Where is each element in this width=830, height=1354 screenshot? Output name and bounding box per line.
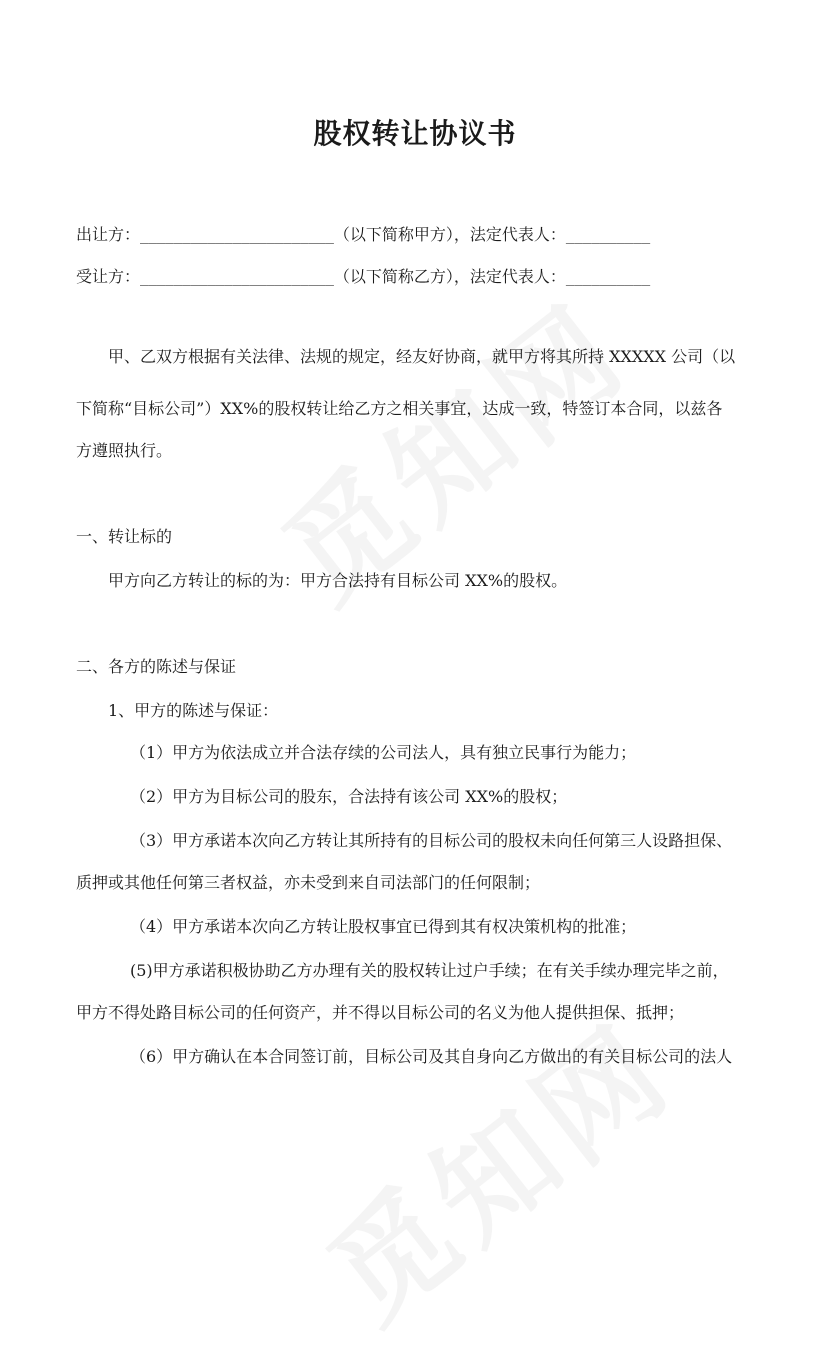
transferee-suffix: （以下简称乙方），法定代表人： [333,267,566,286]
clause-item: （6）甲方确认在本合同签订前，目标公司及其自身向乙方做出的有关目标公司的法人 [130,1047,733,1066]
clause-item: （1）甲方为依法成立并合法存续的公司法人，具有独立民事行为能力； [130,743,637,762]
section-heading: 二、各方的陈述与保证 [76,657,237,676]
clause-item: （4）甲方承诺本次向乙方转让股权事宜已得到其有权决策机构的批准； [130,917,637,936]
transferor-line [76,224,650,247]
clause-item: （3）甲方承诺本次向乙方转让其所持有的目标公司的股权未向任何第三人设路担保、 [130,831,733,850]
section-heading: 一、转让标的 [76,527,173,546]
intro-line: 甲、乙双方根据有关法律、法规的规定，经友好协商，就甲方将其所持 XXXXX 公司（以 [108,347,736,366]
transferor-rep-blank: __________ [565,228,651,244]
intro-line: 方遵照执行。 [76,441,173,460]
watermark [288,978,701,1354]
clause-item: （2）甲方为目标公司的股东，合法持有该公司 XX%的股权； [130,787,568,806]
transferee-label: 受让方： [76,267,141,286]
subsection-heading: 1、甲方的陈述与保证： [108,701,279,720]
transferee-line [76,266,650,289]
clause-item-continued: 质押或其他任何第三者权益，亦未受到来自司法部门的任何限制； [76,873,541,892]
clause-item: (5)甲方承诺积极协助乙方办理有关的股权转让过户手续；在有关手续办理完毕之前， [130,961,729,980]
transferor-suffix: （以下简称甲方），法定代表人： [333,225,566,244]
section-body: 甲方向乙方转让的标的为：甲方合法持有目标公司 XX%的股权。 [108,571,568,590]
intro-line: 下简称“目标公司”）XX%的股权转让给乙方之相关事宜，达成一致，特签订本合同，以兹各 [76,399,723,418]
transferee-rep-blank: __________ [565,270,651,286]
transferee-name-blank: _______________________ [140,270,334,286]
document-title: 股权转让协议书 [313,117,517,150]
transferor-label: 出让方： [76,225,141,244]
transferor-name-blank: _______________________ [140,228,334,244]
clause-item-continued: 甲方不得处路目标公司的任何资产，并不得以目标公司的名义为他人提供担保、抵押； [76,1003,685,1022]
